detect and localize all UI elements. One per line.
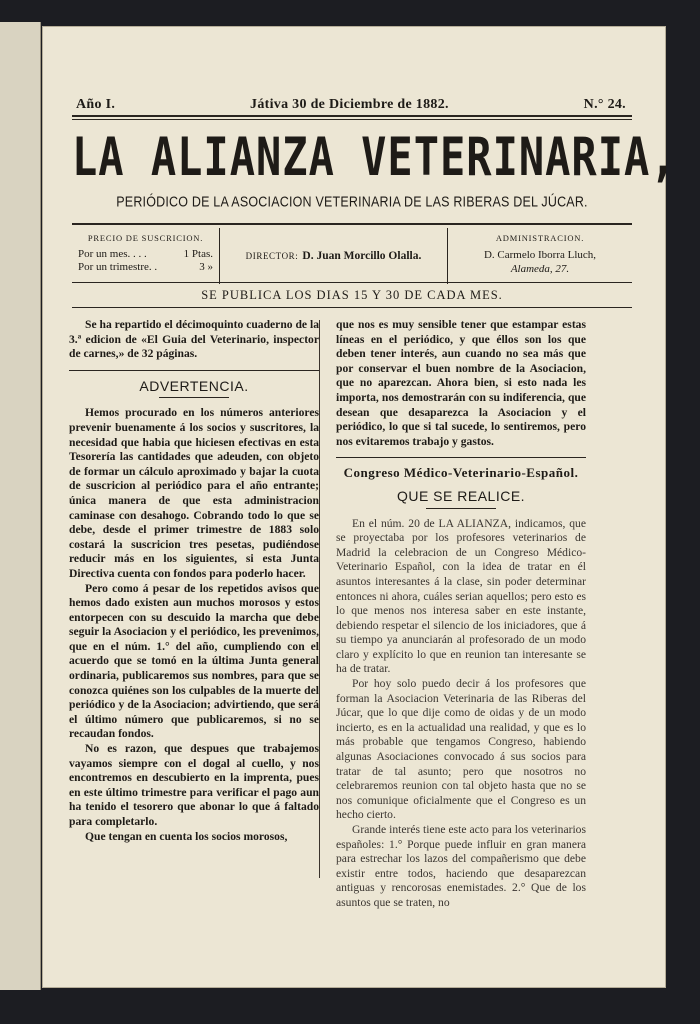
heading-underline	[159, 397, 229, 398]
edition-notice: Se ha repartido el décimoquinto cuaderno de la 3.ª edicion de «El Guia del Veterinario, inspector de carnes,» de 32 páginas.	[69, 318, 319, 361]
subscription-price	[72, 228, 220, 284]
info-rule-bottom	[72, 282, 632, 283]
congreso-heading: Congreso Médico-Veterinario-Español.	[343, 465, 579, 481]
price-row-quarter	[78, 261, 213, 274]
advertencia-paragraph-4: Que tengan en cuenta los socios morosos,	[85, 829, 288, 843]
advertencia-continuation: que nos es muy sensible tener que estampar estas líneas en el periódico, y que éllos son los que deben tener interés, aun cuando no sea más que por conservar el buen nombre de la Asociacion, que no aparezcan. Ahora bien, si esto nada les importa, nos demostrarán con su indiferencia, que desean que desaparezca la Asociacion y el periódico, lo que si tal sucede, lo sentiremos, pero nos evitaremos trabajo y gastos.	[336, 318, 586, 448]
congreso-paragraph-3: Grande interés tiene este acto para los veterinarios españoles: 1.° Porque puede influir en gran manera para estrechar los lazos del compañerismo que debe existir entre todos, haciendo que desaparezcan antiguas y rencorosas enemistades. 2.° Que de los asuntos que se traten, no	[336, 823, 586, 909]
price-label: Por un mes. . . .	[78, 248, 147, 260]
price-row-month	[78, 248, 213, 261]
price-value: 3 »	[199, 261, 213, 273]
info-rule-top	[72, 223, 632, 225]
director-label: DIRECTOR:	[245, 251, 299, 261]
left-column	[69, 318, 319, 844]
newspaper-page	[42, 26, 677, 988]
realice-heading: QUE SE REALICE.	[396, 487, 526, 504]
administration-box	[448, 228, 632, 284]
place-date: Játiva 30 de Diciembre de 1882.	[250, 97, 449, 112]
publication-note: SE PUBLICA LOS DIAS 15 Y 30 DE CADA MES.	[201, 288, 503, 302]
congreso-paragraph-1: En el núm. 20 de LA ALIANZA, indicamos, que se proyectaba por los profesores veterinarios de Madrid la celebracion de un Congreso Médico-Veterinario Español, con la idea de tratar en él asuntos interesantes á la clase, sin poder determinar entonces ni ahora, cuáles serian aquellos; pero esto es lo que menos nos interesa saber en este instante, debiendo respetar el silencio de los iniciadores, que á su tiempo ya anunciarán al profesorado de un modo claro y explícito lo que en reunion tan interesante se ha de tratar.	[336, 516, 586, 676]
masthead-topline	[76, 89, 626, 113]
section-rule	[336, 457, 586, 458]
price-value: 1 Ptas.	[183, 248, 213, 260]
masthead-rule-top-thin	[72, 119, 632, 120]
heading-underline	[426, 508, 496, 509]
price-label: Por un trimestre. .	[78, 261, 158, 273]
advertencia-heading: ADVERTENCIA.	[139, 377, 249, 394]
advertencia-paragraph-3: No es razon, que despues que trabajemos vayamos siempre con el dogal al cuello, y nos encontremos en descubierto en la imprenta, pues en este último trimestre para verificar el pago aun ha tenido el tesorero que abonar lo que á faltado para completarlo.	[69, 742, 319, 828]
column-divider	[319, 320, 320, 878]
director-box	[220, 228, 448, 284]
year-label: Año I.	[76, 97, 116, 112]
masthead-rule-top	[72, 115, 632, 117]
admin-name: D. Carmelo Iborra Lluch,	[483, 249, 597, 261]
right-column	[336, 318, 586, 911]
info-bar	[72, 228, 632, 284]
body-rule-top	[72, 307, 632, 308]
issue-number: N.° 24.	[583, 97, 626, 112]
left-page-edge	[0, 22, 41, 990]
price-heading: PRECIO DE SUSCRICION.	[87, 233, 204, 243]
newspaper-title: LA ALIANZA VETERINARIA,	[72, 126, 677, 188]
admin-address: Alameda, 27.	[510, 263, 570, 275]
advertencia-paragraph-2: Pero como á pesar de los repetidos avisos que hemos dado existen aun muchos morosos y estos entorpecen con su descuido la marcha que debe seguir la Asociacion y el periódico, les prevenimos, que en el núm. 1.° del año, cumpliendo con el acuerdo que se tomó en la última Junta general ordinaria, publicaremos sus nombres, para que se conozca quiénes son los culpables de la muerte del periódico y de la Asociacion; advirtiendo, que será el último número que publicaremos, si no se recaudan fondos.	[69, 581, 319, 741]
congreso-paragraph-2: Por hoy solo puedo decir á los profesores que forman la Asociacion Veterinaria de las Riberas del Júcar, que lo que dije como de oidas y de un modo incierto, es en la actualidad una realidad, y que es lo más probable que tengamos Congreso, habiendo algunas Asociaciones convocado á sus socios para tratar de tal asunto; pero que nosotros no celebraremos reunion con tal objeto hasta que no se nos comunique oficialmente que el Congreso es un hecho cierto.	[336, 677, 586, 822]
advertencia-paragraph-1: Hemos procurado en los números anteriores prevenir buenamente á los socios y suscritores, la necesidad que habia que hiciesen efectivas en esta Tesorería las cantidades que adeuden, con objeto de formar un cálculo aproximado y bajar la cuota de suscricion al periódico para el año entrante; única manera de que esta administracion caminase con desahogo. Cobrando todo lo que se debe, desde el primer trimestre de 1883 solo costará la suscricion tres pesetas, pudiéndose reducir más en los siguientes, si esta Junta Directiva cuenta con fondos para poderlo hacer.	[69, 406, 319, 580]
newspaper-subtitle: PERIÓDICO DE LA ASOCIACION VETERINARIA DE LAS RIBERAS DEL JÚCAR.	[116, 194, 588, 211]
admin-heading: ADMINISTRACION.	[495, 233, 585, 243]
notice-rule	[69, 370, 319, 371]
director-name: D. Juan Morcillo Olalla.	[302, 250, 422, 262]
